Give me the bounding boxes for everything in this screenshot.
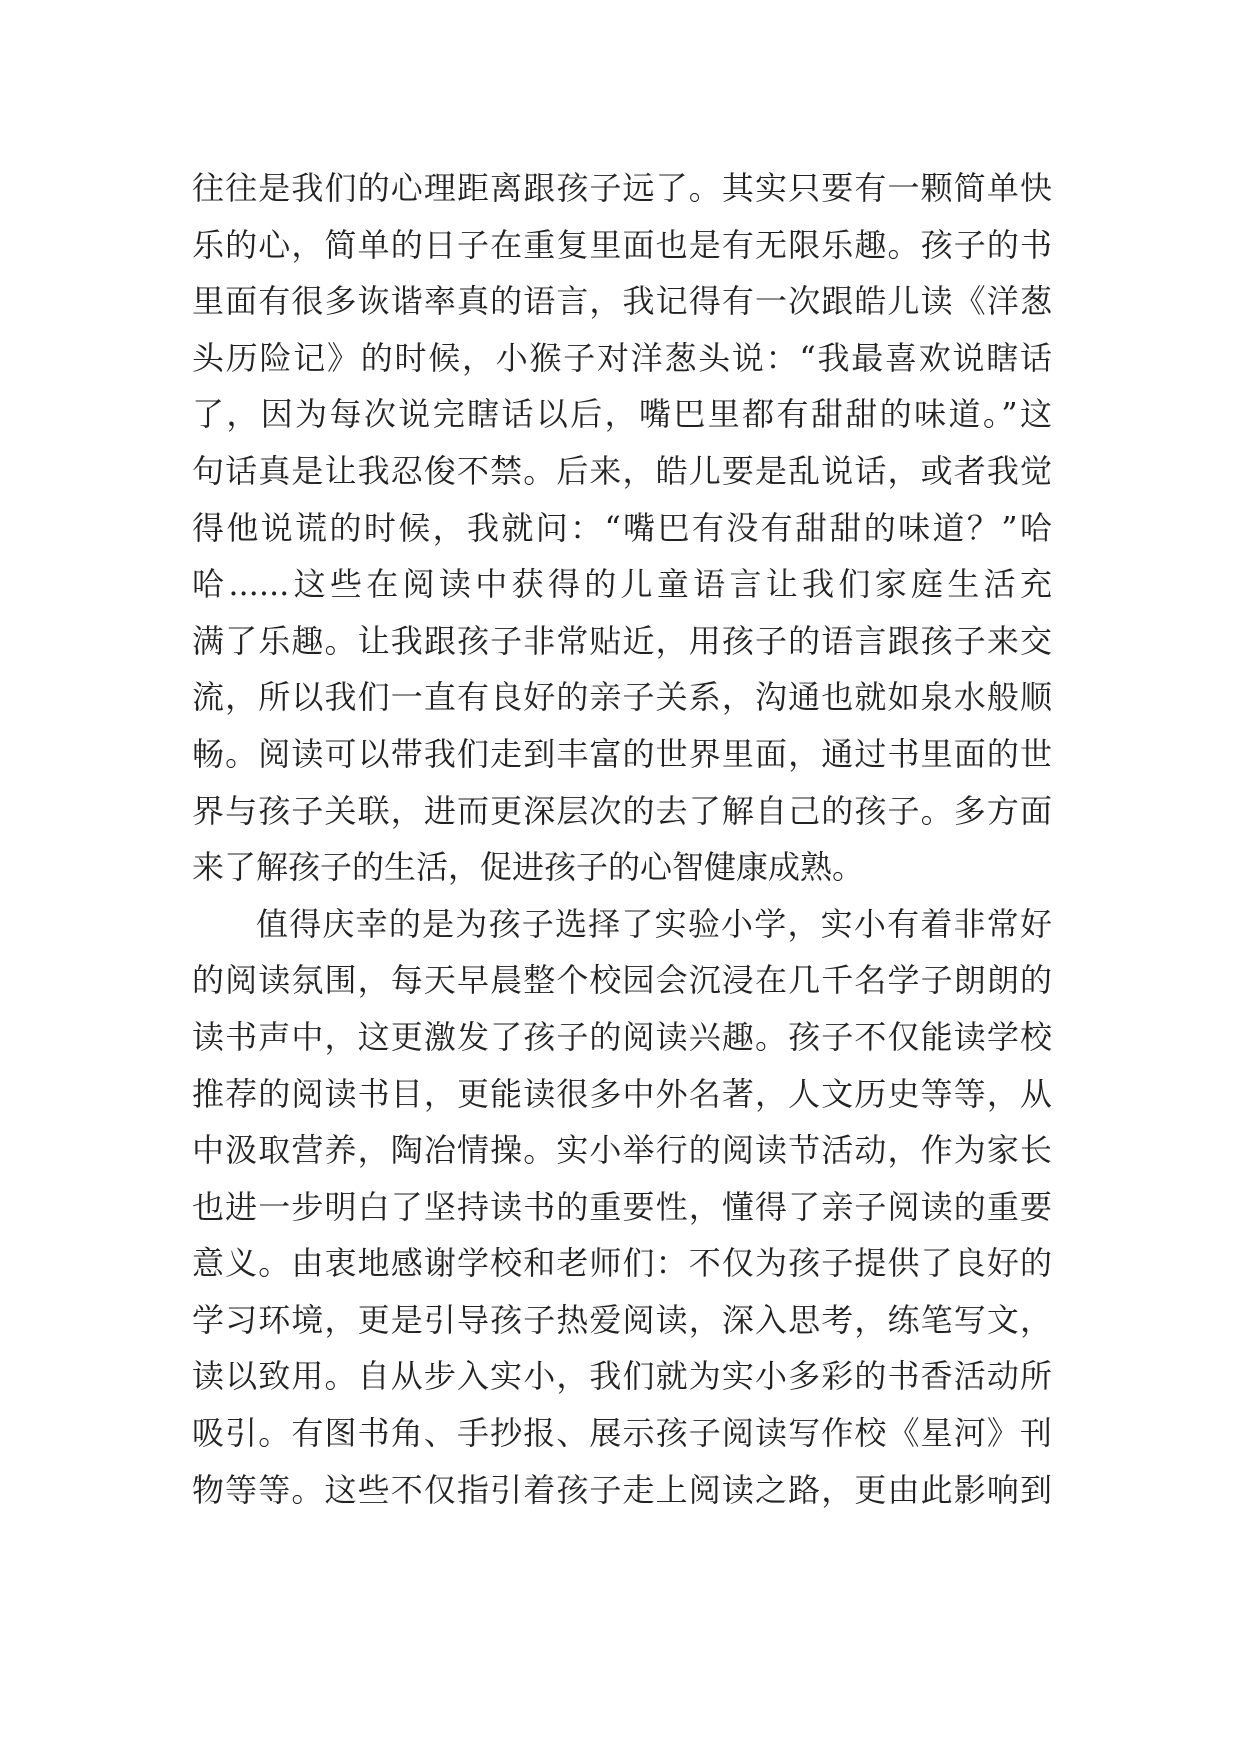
text-line: 界与孩子关联，进而更深层次的去了解自己的孩子。多方面 [192,791,1052,830]
text-line: 物等等。这些不仅指引着孩子走上阅读之路，更由此影响到 [192,1470,1052,1509]
text-line: 也进一步明白了坚持读书的重要性，懂得了亲子阅读的重要 [192,1187,1052,1226]
text-line: 读以致用。自从步入实小，我们就为实小多彩的书香活动所 [192,1357,1052,1396]
text-line: 吸引。有图书角、手抄报、展示孩子阅读写作校《星河》刊 [192,1414,1052,1453]
text-line: 推荐的阅读书目，更能读很多中外名著，人文历史等等，从 [192,1074,1052,1113]
paragraph-end-line: 来了解孩子的生活，促进孩子的心智健康成熟。 [192,848,865,887]
text-line: 中汲取营养，陶冶情操。实小举行的阅读节活动，作为家长 [192,1131,1052,1170]
text-line: 了，因为每次说完瞎话以后，嘴巴里都有甜甜的味道。”这 [192,395,1052,434]
text-line: 句话真是让我忍俊不禁。后来，皓儿要是乱说话，或者我觉 [192,451,1052,490]
text-line: 满了乐趣。让我跟孩子非常贴近，用孩子的语言跟孩子来交 [192,621,1052,660]
text-line: 学习环境，更是引导孩子热爱阅读，深入思考，练笔写文， [192,1300,1052,1339]
text-line: 头历险记》的时候，小猴子对洋葱头说：“我最喜欢说瞎话 [192,338,1052,377]
text-line: 哈......这些在阅读中获得的儿童语言让我们家庭生活充 [192,565,1052,604]
text-line: 流，所以我们一直有良好的亲子关系，沟通也就如泉水般顺 [192,678,1052,717]
text-line: 得他说谎的时候，我就问：“嘴巴有没有甜甜的味道？”哈 [192,508,1052,547]
text-line: 往往是我们的心理距离跟孩子远了。其实只要有一颗简单快 [192,169,1052,207]
text-line: 读书声中，这更激发了孩子的阅读兴趣。孩子不仅能读学校 [192,1017,1052,1056]
text-line: 畅。阅读可以带我们走到丰富的世界里面，通过书里面的世 [192,734,1052,773]
text-line: 乐的心，简单的日子在重复里面也是有无限乐趣。孩子的书 [192,225,1052,264]
paragraph-start-line: 值得庆幸的是为孩子选择了实验小学，实小有着非常好 [256,904,1052,943]
text-line: 的阅读氛围，每天早晨整个校园会沉浸在几千名学子朗朗的 [192,961,1052,1000]
text-line: 意义。由衷地感谢学校和老师们：不仅为孩子提供了良好的 [192,1244,1052,1283]
body-text [192,160,1052,1518]
text-line: 里面有很多诙谐率真的语言，我记得有一次跟皓儿读《洋葱 [192,282,1052,321]
